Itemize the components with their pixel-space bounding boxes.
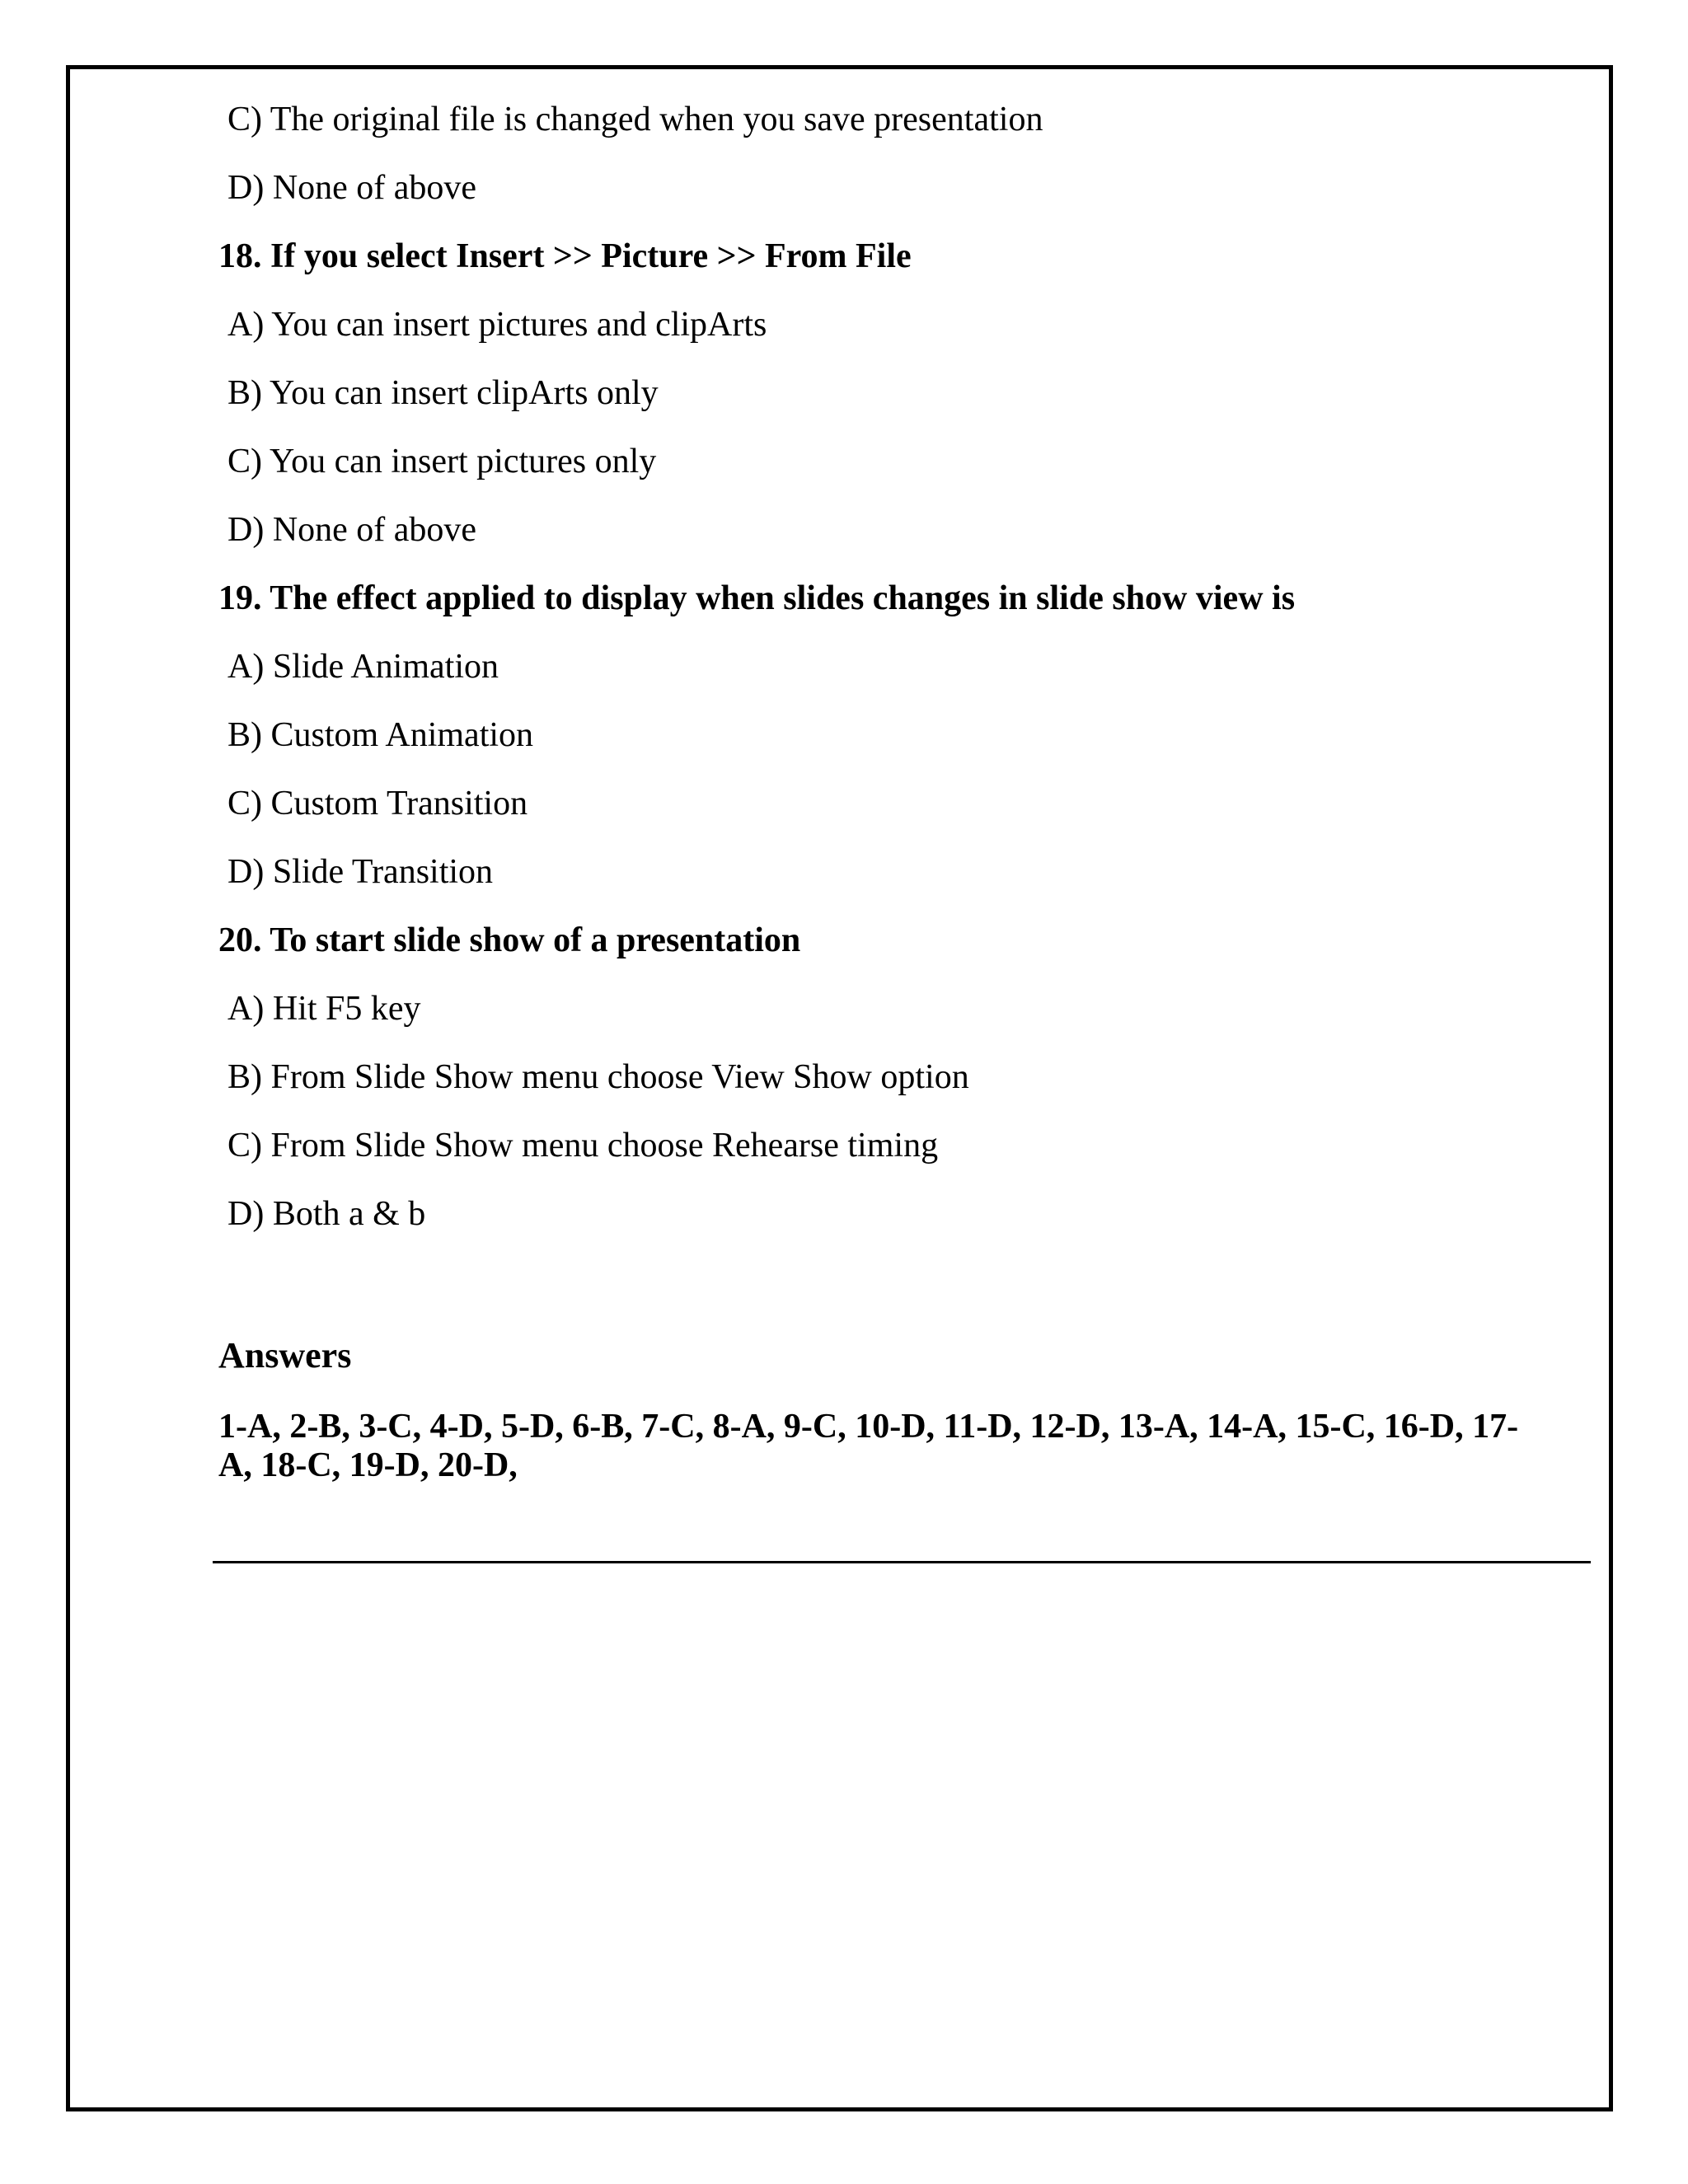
q18-option-b: B) You can insert clipArts only (227, 374, 659, 412)
q20-option-d: D) Both a & b (227, 1195, 426, 1233)
q19-option-d: D) Slide Transition (227, 853, 494, 891)
answers-heading: Answers (218, 1335, 352, 1376)
answers-key-line-2: A, 18-C, 19-D, 20-D, (218, 1446, 518, 1484)
answers-key (218, 1408, 1578, 1485)
q18-option-a: A) You can insert pictures and clipArts (227, 306, 767, 344)
answers-key-line-1: 1-A, 2-B, 3-C, 4-D, 5-D, 6-B, 7-C, 8-A, 9-C, 10-D, 11-D, 12-D, 13-A, 14-A, 15-C, 16-D, 17- (218, 1408, 1519, 1446)
q20-option-b: B) From Slide Show menu choose View Show option (227, 1058, 969, 1096)
q19-option-c: C) Custom Transition (227, 785, 528, 823)
question-18: 18. If you select Insert >> Picture >> From File (218, 237, 912, 275)
horizontal-divider (213, 1561, 1591, 1563)
q18-option-c: C) You can insert pictures only (227, 443, 657, 480)
q18-option-d: D) None of above (227, 511, 477, 549)
q19-option-b: B) Custom Animation (227, 716, 534, 754)
q20-option-c: C) From Slide Show menu choose Rehearse timing (227, 1127, 939, 1165)
q19-option-a: A) Slide Animation (227, 648, 499, 686)
q20-option-a: A) Hit F5 key (227, 990, 421, 1028)
question-20: 20. To start slide show of a presentation (218, 921, 801, 959)
q17-option-c: C) The original file is changed when you save presentation (227, 101, 1043, 138)
question-19: 19. The effect applied to display when slides changes in slide show view is (218, 579, 1296, 617)
q17-option-d: D) None of above (227, 169, 477, 207)
